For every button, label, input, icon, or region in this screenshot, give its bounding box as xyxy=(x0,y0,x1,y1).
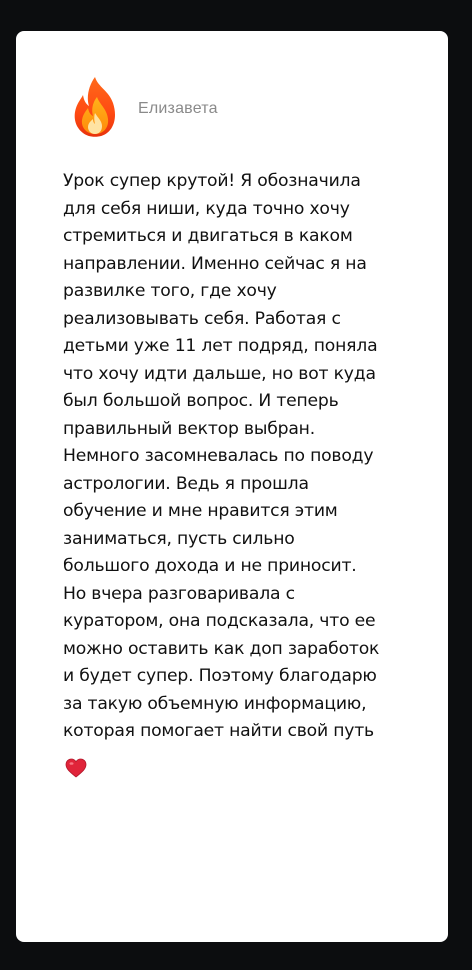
review-line: Немного засомневалась по поводу xyxy=(63,446,374,466)
review-line: реализовывать себя. Работая с xyxy=(63,308,341,329)
review-line: можно оставить как доп заработок xyxy=(63,638,380,659)
review-line: был большой вопрос. И теперь xyxy=(63,391,339,411)
review-line: большого дохода и не приносит. xyxy=(63,556,357,576)
review-line: Но вчера разговаривала с xyxy=(63,583,295,604)
review-line: что хочу идти дальше, но вот куда xyxy=(63,363,376,384)
review-line: для себя ниши, куда точно хочу xyxy=(63,198,350,219)
review-card xyxy=(16,31,448,942)
review-line: куратором, она подсказала, что ее xyxy=(63,611,376,631)
review-line: обучение и мне нравится этим xyxy=(63,501,338,521)
review-line: которая помогает найти свой путь xyxy=(63,721,374,741)
review-line: стремиться и двигаться в каком xyxy=(63,226,353,246)
review-line: Урок супер крутой! Я обозначила xyxy=(63,171,361,191)
author-name: Елизавета xyxy=(138,100,218,117)
review-line: развилке того, где хочу xyxy=(63,281,277,301)
review-line: астрологии. Ведь я прошла xyxy=(63,473,309,494)
review-text xyxy=(63,168,415,746)
review-line: направлении. Именно сейчас я на xyxy=(63,253,367,274)
review-line: правильный вектор выбран. xyxy=(63,418,315,439)
review-line: детьми уже 11 лет подряд, поняла xyxy=(63,336,378,356)
fire-icon xyxy=(67,75,123,139)
heart-icon xyxy=(65,758,87,778)
review-line: за такую объемную информацию, xyxy=(63,693,367,714)
review-line: заниматься, пусть сильно xyxy=(63,528,295,549)
review-line: и будет супер. Поэтому благодарю xyxy=(63,666,377,686)
